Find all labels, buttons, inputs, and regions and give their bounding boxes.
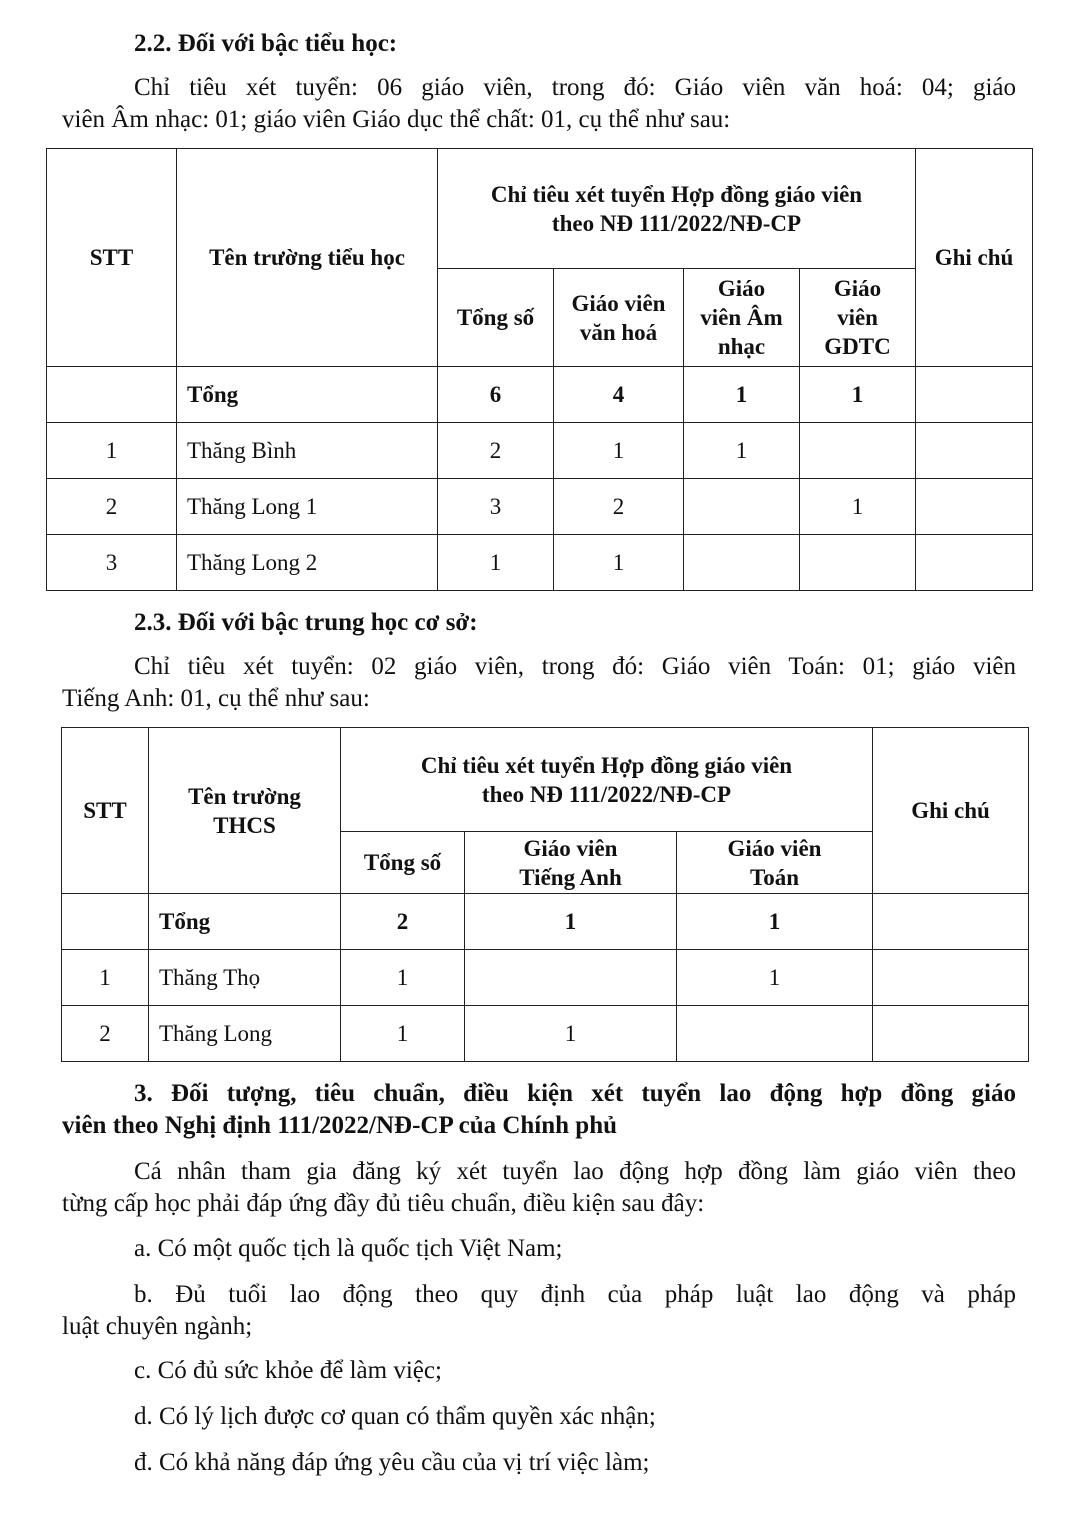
header-school-name: Tên trường tiểu học [177, 149, 438, 367]
cell-school-name: Thăng Long [149, 1006, 341, 1062]
cell-english [465, 950, 677, 1006]
cell-total: 6 [438, 367, 554, 423]
cell-pe [800, 423, 916, 479]
cell-note [916, 535, 1033, 591]
cell-stt: 3 [47, 535, 177, 591]
secondary-school-table [61, 727, 1029, 1062]
heading-3-line1: 3. Đối tượng, tiêu chuẩn, điều kiện xét tuyển lao động hợp đồng giáo [134, 1080, 1016, 1107]
header-stt: STT [62, 728, 149, 894]
cell-stt: 2 [62, 1006, 149, 1062]
cell-note [916, 423, 1033, 479]
header-note: Ghi chú [873, 728, 1029, 894]
cell-math: 1 [677, 894, 873, 950]
cell-total: 1 [341, 950, 465, 1006]
table-row [47, 423, 1033, 479]
intro-2-3-line2: Tiếng Anh: 01, cụ thể như sau: [62, 685, 370, 712]
item-b-line1: b. Đủ tuổi lao động theo quy định của pháp luật lao động và pháp [134, 1281, 1016, 1308]
cell-stt [47, 367, 177, 423]
cell-note [916, 367, 1033, 423]
intro-2-3-line1: Chỉ tiêu xét tuyển: 02 giáo viên, trong đó: Giáo viên Toán: 01; giáo viên [134, 653, 1016, 680]
table-row-total [47, 367, 1033, 423]
cell-music: 1 [684, 367, 800, 423]
header-school-name: Tên trường THCS [149, 728, 341, 894]
header-music-teacher: Giáo viên Âm nhạc [684, 269, 800, 367]
header-pe-teacher: Giáo viên GDTC [800, 269, 916, 367]
table-row [47, 479, 1033, 535]
heading-2-2: 2.2. Đối với bậc tiểu học: [134, 30, 398, 57]
cell-total: 2 [438, 423, 554, 479]
table-row [62, 950, 1029, 1006]
intro-3-line1: Cá nhân tham gia đăng ký xét tuyển lao động hợp đồng làm giáo viên theo [134, 1158, 1016, 1185]
cell-total: 2 [341, 894, 465, 950]
intro-2-2-line1: Chỉ tiêu xét tuyển: 06 giáo viên, trong đó: Giáo viên văn hoá: 04; giáo [134, 74, 1016, 101]
cell-note [916, 479, 1033, 535]
cell-total: 1 [438, 535, 554, 591]
table-row [62, 1006, 1029, 1062]
cell-math [677, 1006, 873, 1062]
cell-school-name: Tổng [177, 367, 438, 423]
cell-school-name: Tổng [149, 894, 341, 950]
cell-pe [800, 535, 916, 591]
item-d: d. Có lý lịch được cơ quan có thẩm quyền xác nhận; [134, 1403, 656, 1430]
cell-school-name: Thăng Thọ [149, 950, 341, 1006]
cell-note [873, 950, 1029, 1006]
cell-stt: 2 [47, 479, 177, 535]
intro-2-2-line2: viên Âm nhạc: 01; giáo viên Giáo dục thể chất: 01, cụ thể như sau: [62, 106, 731, 133]
header-culture-teacher: Giáo viên văn hoá [554, 269, 684, 367]
heading-3-line2: viên theo Nghị định 111/2022/NĐ-CP của Chính phủ [62, 1112, 618, 1139]
header-quota-group: Chỉ tiêu xét tuyển Hợp đồng giáo viên theo NĐ 111/2022/NĐ-CP [438, 149, 916, 269]
item-a: a. Có một quốc tịch là quốc tịch Việt Nam; [134, 1235, 563, 1262]
header-stt: STT [47, 149, 177, 367]
header-math-teacher: Giáo viên Toán [677, 832, 873, 894]
cell-culture: 4 [554, 367, 684, 423]
table-row [47, 535, 1033, 591]
cell-culture: 2 [554, 479, 684, 535]
header-note: Ghi chú [916, 149, 1033, 367]
cell-school-name: Thăng Long 2 [177, 535, 438, 591]
cell-music: 1 [684, 423, 800, 479]
cell-total: 3 [438, 479, 554, 535]
cell-stt: 1 [47, 423, 177, 479]
cell-english: 1 [465, 894, 677, 950]
table-row-total [62, 894, 1029, 950]
cell-note [873, 1006, 1029, 1062]
cell-school-name: Thăng Long 1 [177, 479, 438, 535]
cell-pe: 1 [800, 479, 916, 535]
cell-total: 1 [341, 1006, 465, 1062]
item-dd: đ. Có khả năng đáp ứng yêu cầu của vị trí việc làm; [134, 1449, 650, 1476]
heading-2-3: 2.3. Đối với bậc trung học cơ sở: [134, 609, 478, 636]
cell-math: 1 [677, 950, 873, 1006]
header-total: Tổng số [438, 269, 554, 367]
primary-school-table [46, 148, 1033, 591]
cell-note [873, 894, 1029, 950]
cell-culture: 1 [554, 423, 684, 479]
cell-english: 1 [465, 1006, 677, 1062]
cell-stt: 1 [62, 950, 149, 1006]
header-english-teacher: Giáo viên Tiếng Anh [465, 832, 677, 894]
item-b-line2: luật chuyên ngành; [62, 1313, 253, 1340]
intro-3-line2: từng cấp học phải đáp ứng đầy đủ tiêu chuẩn, điều kiện sau đây: [62, 1190, 705, 1217]
cell-music [684, 535, 800, 591]
header-total: Tổng số [341, 832, 465, 894]
cell-stt [62, 894, 149, 950]
cell-school-name: Thăng Bình [177, 423, 438, 479]
item-c: c. Có đủ sức khỏe để làm việc; [134, 1357, 442, 1384]
cell-pe: 1 [800, 367, 916, 423]
cell-culture: 1 [554, 535, 684, 591]
header-quota-group: Chỉ tiêu xét tuyển Hợp đồng giáo viên theo NĐ 111/2022/NĐ-CP [341, 728, 873, 832]
cell-music [684, 479, 800, 535]
